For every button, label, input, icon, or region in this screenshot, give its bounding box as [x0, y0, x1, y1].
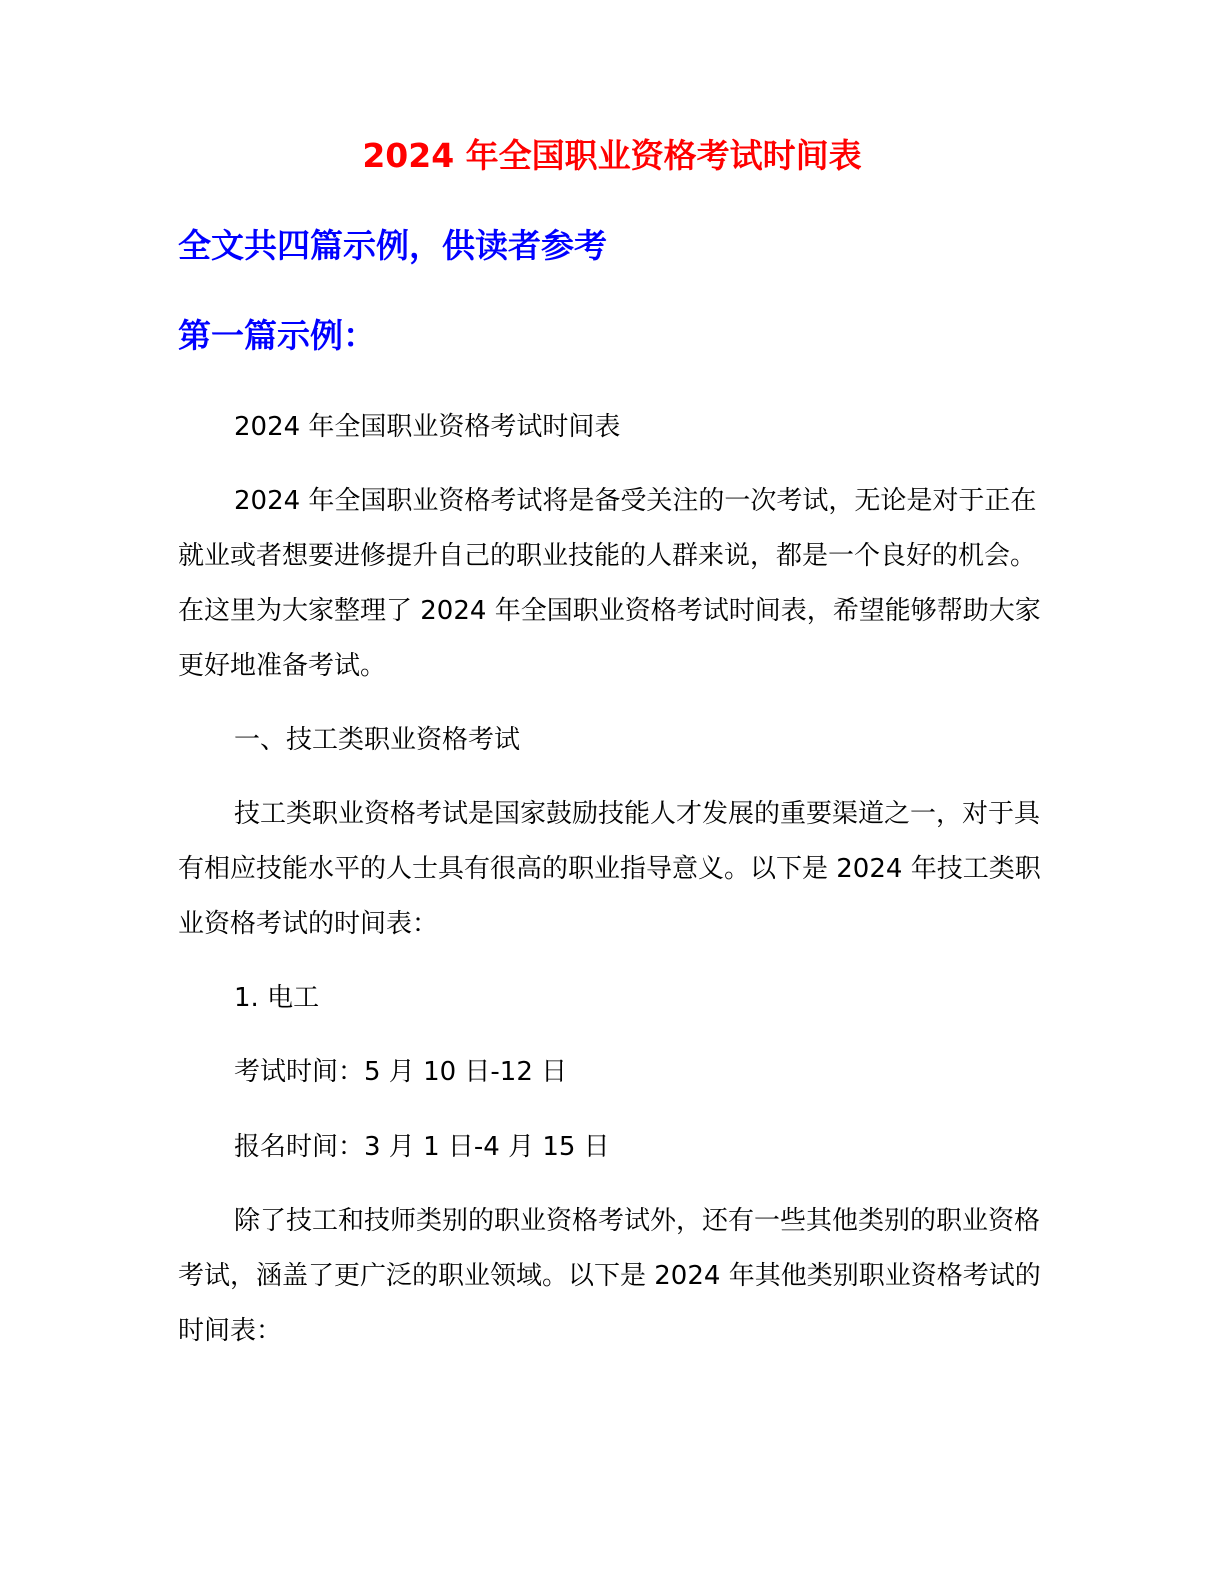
paragraph-skilled-trades: 技工类职业资格考试是国家鼓励技能人才发展的重要渠道之一，对于具有相应技能水平的人士具有很高的职业指导意义。以下是 2024 年技工类职业资格考试的时间表：	[178, 799, 1041, 939]
example-heading: 第一篇示例：	[178, 316, 376, 355]
list-item-electrician: 1. 电工	[234, 983, 320, 1013]
exam-date: 考试时间：5 月 10 日-12 日	[234, 1057, 568, 1087]
document-title: 2024 年全国职业资格考试时间表	[362, 136, 862, 175]
section-heading-skilled-trades: 一、技工类职业资格考试	[234, 725, 521, 755]
registration-date: 报名时间：3 月 1 日-4 月 15 日	[234, 1132, 610, 1162]
paragraph-other-categories: 除了技工和技师类别的职业资格考试外，还有一些其他类别的职业资格考试，涵盖了更广泛的职业领域。以下是 2024 年其他类别职业资格考试的时间表：	[178, 1206, 1041, 1346]
paragraph-intro: 2024 年全国职业资格考试将是备受关注的一次考试，无论是对于正在就业或者想要进修提升自己的职业技能的人群来说，都是一个良好的机会。在这里为大家整理了 2024 年全国职业资格考试时间表，希望能够帮助大家更好地准备考试。	[178, 486, 1041, 681]
intro-heading: 全文共四篇示例，供读者参考	[178, 226, 607, 265]
paragraph-subtitle: 2024 年全国职业资格考试时间表	[234, 412, 621, 442]
